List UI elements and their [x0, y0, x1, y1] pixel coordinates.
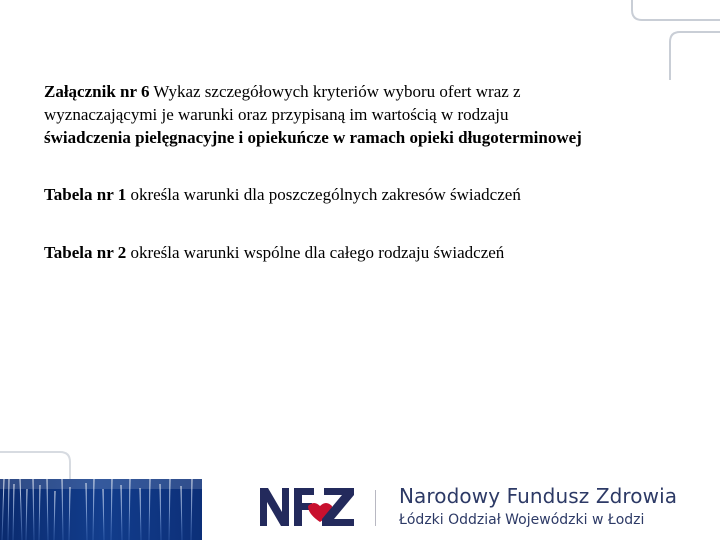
table2-label: Tabela nr 2 [44, 243, 127, 262]
nfz-logo [258, 486, 358, 528]
table2-text: określa warunki wspólne dla całego rodzaju świadczeń [126, 243, 505, 262]
attachment-text-line3: świadczenia pielęgnacyjne i opiekuńcze w ramach opieki długoterminowej [44, 128, 582, 147]
decorative-corner-lines [630, 0, 720, 80]
attachment-text-line1: Wykaz szczegółowych kryteriów wyboru ofert wraz z [149, 82, 521, 101]
attachment-label: Załącznik nr 6 [44, 82, 150, 101]
attachment-paragraph [44, 80, 694, 149]
organization-branch: Łódzki Oddział Wojewódzki w Łodzi [399, 512, 645, 528]
logo-divider [375, 490, 376, 526]
table1-label: Tabela nr 1 [44, 185, 127, 204]
organization-name: Narodowy Fundusz Zdrowia [399, 484, 678, 508]
table2-paragraph [44, 241, 694, 264]
table1-paragraph [44, 183, 694, 206]
table1-text: określa warunki dla poszczególnych zakresów świadczeń [126, 185, 521, 204]
attachment-text-line2: wyznaczającymi je warunki oraz przypisaną im wartością w rodzaju [44, 105, 509, 124]
footer-decorative-image [0, 479, 202, 540]
document-body [44, 80, 694, 264]
